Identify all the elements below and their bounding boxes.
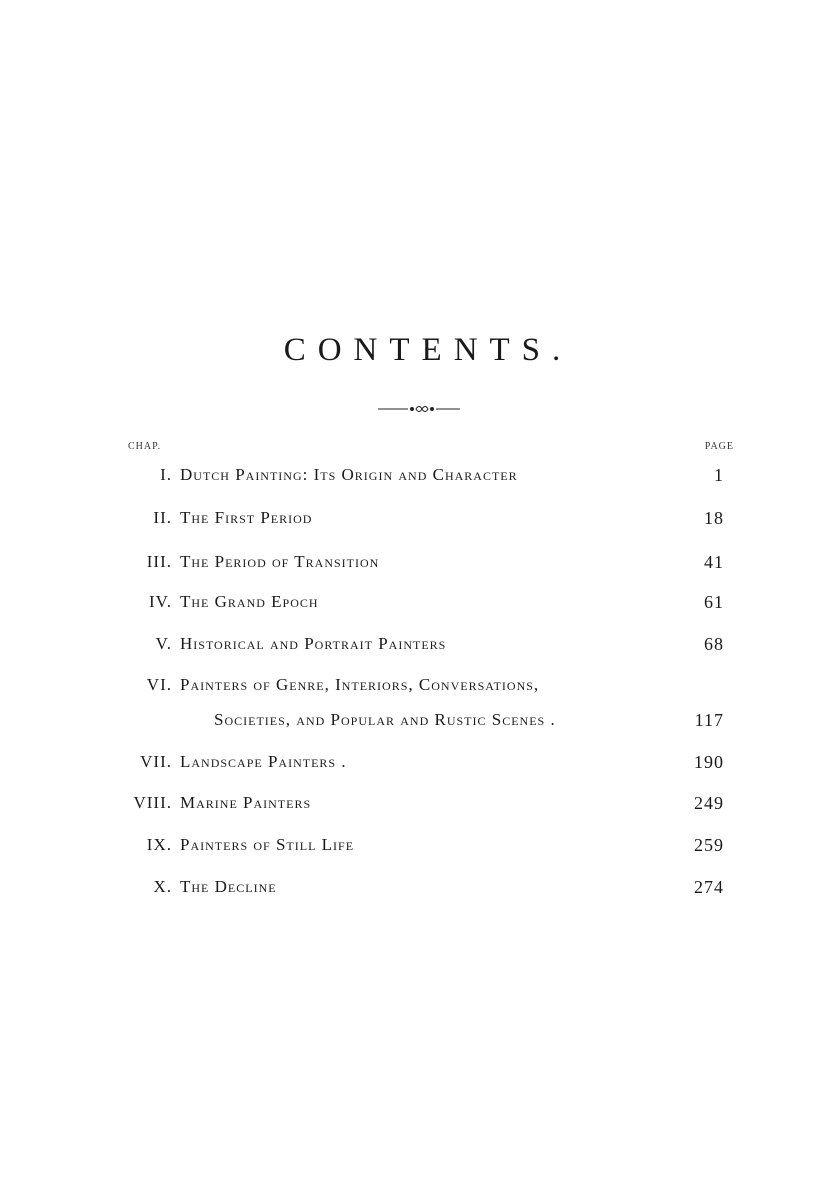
- page-number: 117: [694, 710, 724, 730]
- chapter-title: The First Period: [180, 508, 313, 527]
- ornament-divider: [378, 402, 460, 416]
- chapter-number: VI.: [146, 675, 172, 694]
- toc-entry: [0, 552, 840, 582]
- chapter-title-continuation: Societies, and Popular and Rustic Scenes .: [214, 710, 556, 729]
- chapter-title: Painters of Still Life: [180, 835, 355, 854]
- toc-entry: [0, 675, 840, 745]
- chapter-title: Historical and Portrait Painters: [180, 634, 447, 653]
- page-number: 18: [704, 508, 724, 528]
- chapter-title: Dutch Painting: Its Origin and Character: [180, 465, 518, 484]
- chapter-title: Landscape Painters .: [180, 752, 347, 771]
- chapter-number: IX.: [146, 835, 172, 854]
- page-number: 41: [704, 552, 724, 572]
- page-number: 1: [714, 465, 724, 485]
- chapter-title: The Decline: [180, 877, 277, 896]
- page-number: 61: [704, 592, 724, 612]
- chapter-number: VIII.: [133, 793, 172, 812]
- toc-entry: [0, 793, 840, 823]
- chapter-title: Marine Painters: [180, 793, 312, 812]
- page-number: 274: [694, 877, 724, 897]
- toc-entry: [0, 465, 840, 495]
- page-title: CONTENTS.: [283, 332, 573, 368]
- toc-entry: [0, 508, 840, 538]
- chapter-number: II.: [153, 508, 172, 527]
- page-column-header: PAGE: [704, 441, 734, 452]
- page-number: 68: [704, 634, 724, 654]
- chapter-number: X.: [153, 877, 172, 896]
- chapter-number: IV.: [149, 592, 172, 611]
- toc-entry: [0, 835, 840, 865]
- chapter-number: III.: [146, 552, 172, 571]
- chapter-column-header: CHAP.: [128, 441, 162, 452]
- chapter-title: Painters of Genre, Interiors, Conversations,: [180, 675, 540, 694]
- chapter-number: I.: [160, 465, 172, 484]
- chapter-number: VII.: [140, 752, 172, 771]
- chapter-title: The Period of Transition: [180, 552, 380, 571]
- toc-entry: [0, 592, 840, 622]
- page-number: 190: [694, 752, 724, 772]
- chapter-title: The Grand Epoch: [180, 592, 319, 611]
- page-number: 259: [694, 835, 724, 855]
- chapter-number: V.: [155, 634, 172, 653]
- toc-entry: [0, 752, 840, 782]
- page-number: 249: [694, 793, 724, 813]
- toc-entry: [0, 634, 840, 664]
- toc-entry: [0, 877, 840, 907]
